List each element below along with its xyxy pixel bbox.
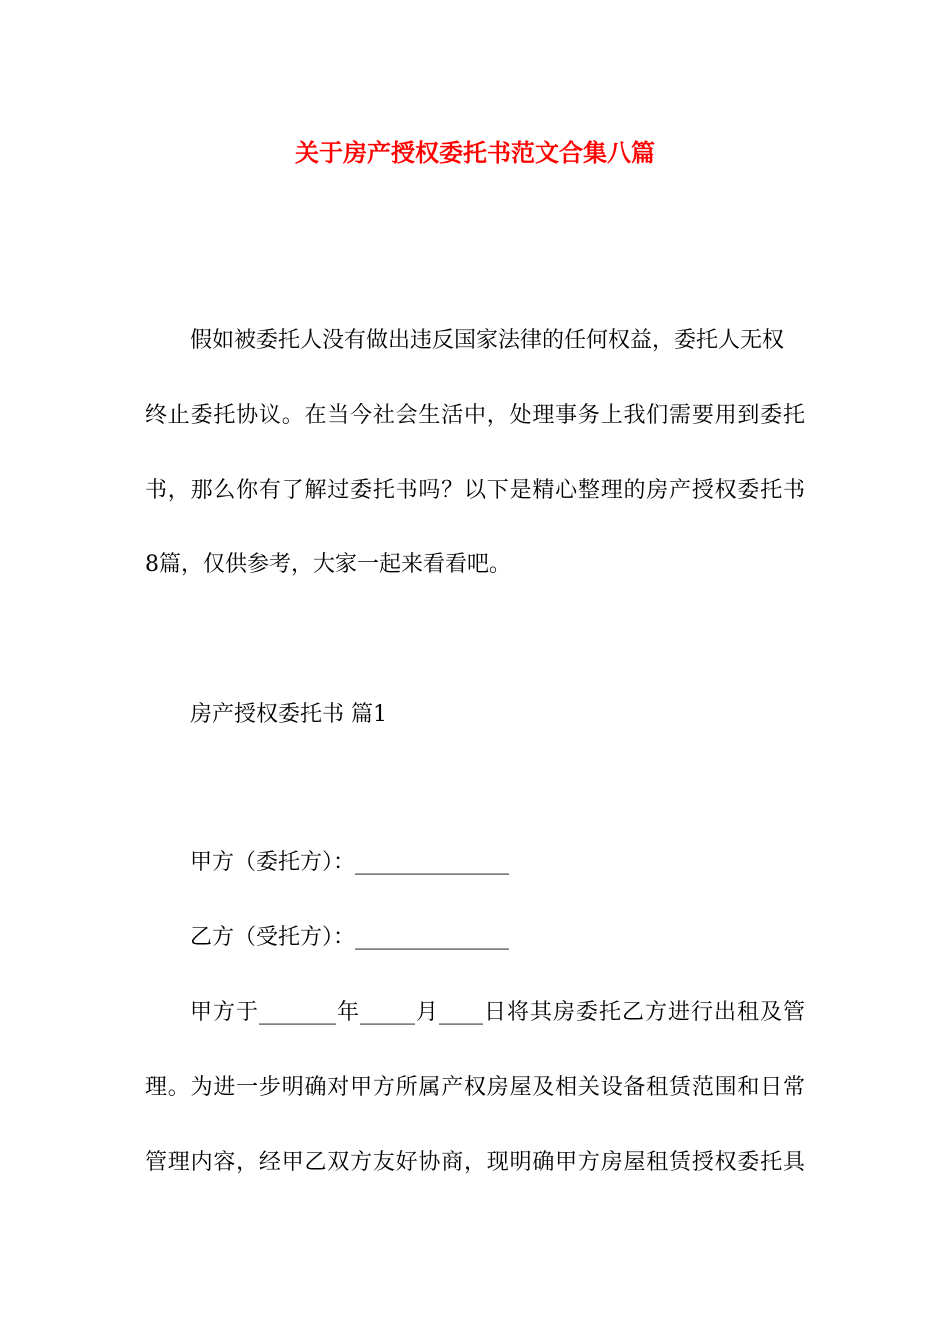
party-a-line: 甲方（委托方）：______________ [190, 850, 510, 875]
section-heading: 房产授权委托书 篇1 [190, 702, 387, 727]
intro-line-2: 终止委托协议。在当今社会生活中，处理事务上我们需要用到委托 [145, 403, 805, 428]
body-line-3: 管理内容，经甲乙双方友好协商，现明确甲方房屋租赁授权委托具 [145, 1150, 805, 1175]
page-title: 关于房产授权委托书范文合集八篇 [295, 138, 655, 167]
body-line-2: 理。为进一步明确对甲方所属产权房屋及相关设备租赁范围和日常 [145, 1075, 805, 1100]
intro-line-3: 书，那么你有了解过委托书吗？以下是精心整理的房产授权委托书 [145, 478, 805, 503]
body-line-1: 甲方于_______年_____月____日将其房委托乙方进行出租及管 [190, 1000, 805, 1025]
intro-line-4: 8篇，仅供参考，大家一起来看看吧。 [145, 552, 511, 577]
party-b-line: 乙方（受托方）：______________ [190, 925, 510, 950]
intro-line-1: 假如被委托人没有做出违反国家法律的任何权益，委托人无权 [190, 328, 785, 353]
